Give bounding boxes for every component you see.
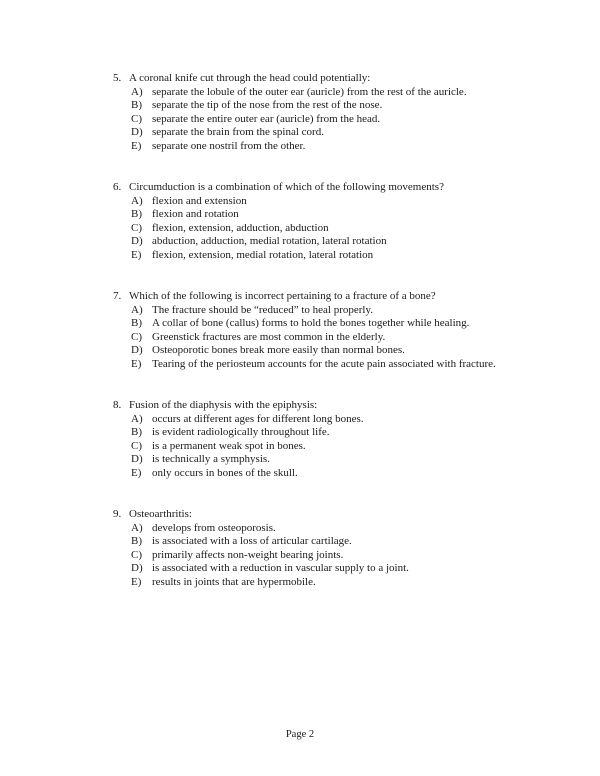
question-number: 5. [113,72,122,84]
question-heading [113,181,560,195]
option-row [113,99,560,113]
option-letter: B) [131,208,142,220]
option-row [113,222,560,236]
question-text: Which of the following is incorrect pertaining to a fracture of a bone? [129,290,436,302]
option-row [113,440,560,454]
page-footer: Page 2 [285,729,315,740]
question-9 [113,508,560,589]
option-letter: D) [131,344,143,356]
question-heading [113,290,560,304]
option-letter: C) [131,330,142,343]
option-text: abduction, adduction, medial rotation, lateral rotation [152,235,387,247]
option-letter: B) [131,535,142,547]
question-8 [113,399,560,480]
question-heading [113,508,560,522]
option-row [113,535,560,549]
option-row [113,549,560,563]
option-row [113,467,560,481]
option-text: develops from osteoporosis. [152,521,276,534]
option-text: occurs at different ages for different long bones. [152,412,364,425]
option-letter: E) [131,466,142,479]
option-row [113,140,560,154]
question-5 [113,72,560,153]
option-text: is associated with a loss of articular cartilage. [152,535,352,547]
option-row [113,249,560,263]
option-row [113,426,560,440]
question-text: Circumduction is a combination of which of the following movements? [129,181,444,193]
option-row [113,358,560,372]
option-letter: D) [131,453,143,465]
question-text: A coronal knife cut through the head could potentially: [129,72,371,84]
option-text: separate the tip of the nose from the rest of the nose. [152,99,383,111]
option-letter: D) [131,562,143,574]
option-text: is associated with a reduction in vascular supply to a joint. [152,562,409,574]
option-text: results in joints that are hypermobile. [152,575,316,588]
option-text: separate the lobule of the outer ear (auricle) from the rest of the auricle. [152,85,467,98]
option-text: separate the entire outer ear (auricle) from the head. [152,112,381,125]
option-text: The fracture should be “reduced” to heal properly. [152,303,374,316]
option-text: Osteoporotic bones break more easily than normal bones. [152,344,405,356]
option-letter: A) [131,412,143,425]
question-text: Osteoarthritis: [129,508,192,520]
option-text: flexion, extension, adduction, abduction [152,221,329,234]
question-number: 8. [113,399,122,411]
question-heading [113,72,560,86]
option-text: flexion and rotation [152,208,239,220]
option-letter: B) [131,426,142,438]
option-text: Tearing of the periosteum accounts for the acute pain associated with fracture. [152,357,496,370]
option-row [113,522,560,536]
option-text: primarily affects non-weight bearing joints. [152,548,344,561]
option-letter: D) [131,235,143,247]
option-text: Greenstick fractures are most common in the elderly. [152,330,386,343]
option-letter: C) [131,548,142,561]
option-row [113,126,560,140]
option-row [113,413,560,427]
option-row [113,453,560,467]
option-letter: E) [131,139,142,152]
question-number: 9. [113,508,122,520]
option-text: separate the brain from the spinal cord. [152,126,324,138]
option-letter: E) [131,575,142,588]
option-row [113,344,560,358]
option-letter: C) [131,112,142,125]
option-letter: C) [131,221,142,234]
questions-area [113,72,560,617]
option-row [113,235,560,249]
question-number: 7. [113,290,122,302]
option-letter: E) [131,357,142,370]
option-row [113,562,560,576]
question-6 [113,181,560,262]
option-letter: B) [131,99,142,111]
option-letter: A) [131,194,143,207]
option-text: flexion, extension, medial rotation, lateral rotation [152,248,374,261]
option-text: is technically a symphysis. [152,453,270,465]
option-letter: A) [131,303,143,316]
option-text: is evident radiologically throughout life. [152,426,330,438]
question-7 [113,290,560,371]
option-row [113,113,560,127]
option-row [113,86,560,100]
option-row [113,304,560,318]
question-text: Fusion of the diaphysis with the epiphysis: [129,399,318,411]
option-letter: B) [131,317,142,329]
option-letter: E) [131,248,142,261]
option-text: is a permanent weak spot in bones. [152,439,306,452]
option-row [113,208,560,222]
question-heading [113,399,560,413]
option-text: only occurs in bones of the skull. [152,466,298,479]
option-letter: A) [131,521,143,534]
option-row [113,576,560,590]
option-letter: C) [131,439,142,452]
option-text: A collar of bone (callus) forms to hold the bones together while healing. [152,317,470,329]
question-number: 6. [113,181,122,193]
option-letter: D) [131,126,143,138]
option-text: separate one nostril from the other. [152,139,306,152]
option-letter: A) [131,85,143,98]
option-text: flexion and extension [152,194,247,207]
option-row [113,195,560,209]
option-row [113,331,560,345]
option-row [113,317,560,331]
